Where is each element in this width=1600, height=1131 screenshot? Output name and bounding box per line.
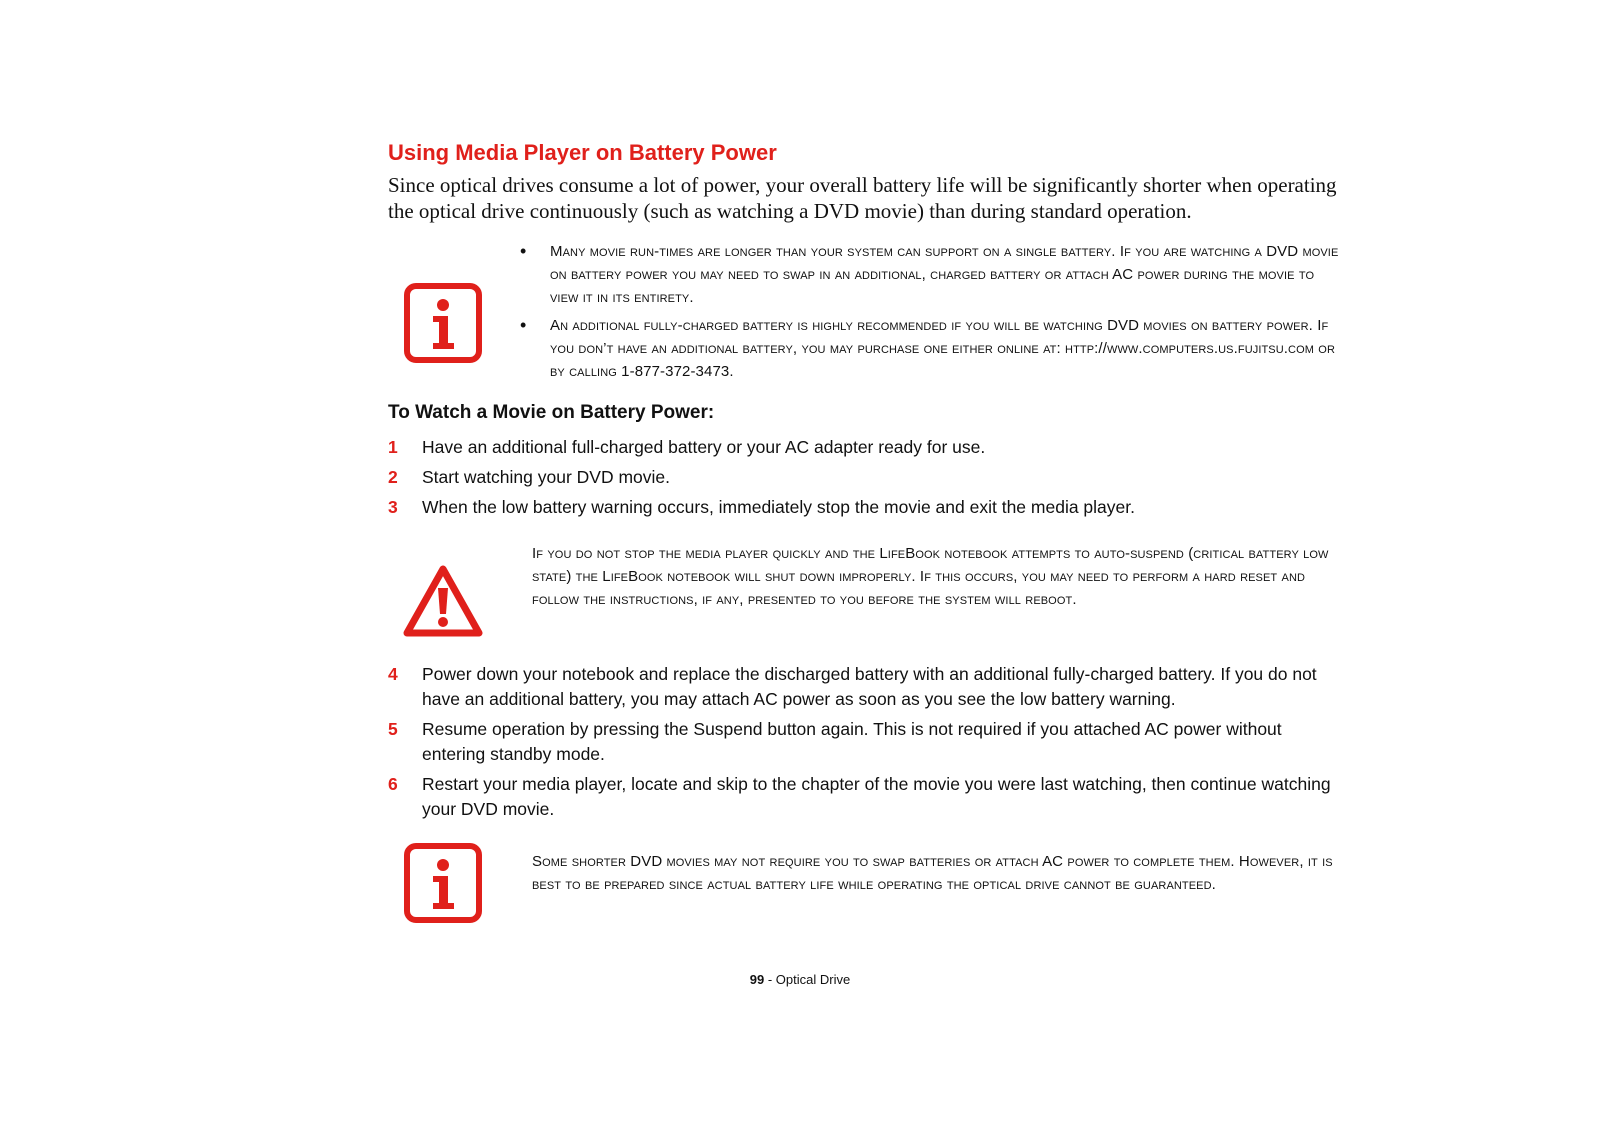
info-icon <box>404 283 482 363</box>
step-item <box>388 772 1348 822</box>
intro-paragraph: Since optical drives consume a lot of power, your overall battery life will be significantly shorter when operating the optical drive continuously (such as watching a DVD movie) than during standard operation. <box>388 173 1337 223</box>
step-number: 4 <box>388 664 398 684</box>
note-bullet-text: Many movie run-times are longer than your system can support on a single battery. If you are watching a DVD movie on battery power you may need to swap in an additional, charged battery or attach AC power during the movie to view it in its entirety. <box>550 243 1339 306</box>
note-bullet-text: An additional fully-charged battery is highly recommended if you will be watching DVD movies on battery power. If you don’t have an additional battery, you may purchase one either online at: http://www.computers.us.fujitsu.com or by calling 1-877-372-3473. <box>550 317 1335 380</box>
step-text: Resume operation by pressing the Suspend button again. This is not required if you attached AC power without entering standby mode. <box>422 719 1282 764</box>
info-note-text: Some shorter DVD movies may not require you to swap batteries or attach AC power to complete them. However, it is best to be prepared since actual battery life while operating the optical drive cannot be guaranteed. <box>532 853 1333 893</box>
step-number: 2 <box>388 467 398 487</box>
page-footer <box>0 972 1600 987</box>
section-title: Using Media Player on Battery Power <box>388 140 777 165</box>
step-number: 3 <box>388 497 398 517</box>
info-note-battery-runtime <box>520 240 1345 383</box>
step-number: 6 <box>388 774 398 794</box>
step-item <box>388 717 1348 767</box>
step-item <box>388 495 1348 520</box>
bullet-marker: • <box>520 315 527 335</box>
note-bullet <box>520 314 1345 383</box>
note-bullet <box>520 240 1345 309</box>
step-item <box>388 435 1348 460</box>
page-number: 99 <box>749 972 765 987</box>
footer-section: Optical Drive <box>775 972 851 987</box>
step-text: When the low battery warning occurs, immediately stop the movie and exit the media player. <box>422 497 1135 517</box>
step-text: Have an additional full-charged battery or your AC adapter ready for use. <box>422 437 986 457</box>
bullet-marker: • <box>520 241 527 261</box>
procedure-heading: To Watch a Movie on Battery Power: <box>388 402 715 423</box>
footer-separator: - <box>764 972 776 987</box>
step-number: 5 <box>388 719 398 739</box>
warning-icon <box>402 564 484 638</box>
step-item <box>388 465 1348 490</box>
step-item <box>388 662 1348 712</box>
info-note-short-movies <box>532 850 1342 896</box>
step-text: Restart your media player, locate and skip to the chapter of the movie you were last watching, then continue watching your DVD movie. <box>422 774 1331 819</box>
warning-note-auto-suspend <box>532 542 1342 611</box>
info-icon <box>404 843 482 923</box>
warning-note-text: If you do not stop the media player quickly and the LifeBook notebook attempts to auto-suspend (critical battery low state) the LifeBook notebook will shut down improperly. If this occurs, you may need to perform a hard reset and follow the instructions, if any, presented to you before the system will reboot. <box>532 545 1329 608</box>
step-text: Power down your notebook and replace the discharged battery with an additional fully-charged battery. If you do not have an additional battery, you may attach AC power as soon as you see the low battery warning. <box>422 664 1317 709</box>
step-number: 1 <box>388 437 398 457</box>
step-text: Start watching your DVD movie. <box>422 467 671 487</box>
